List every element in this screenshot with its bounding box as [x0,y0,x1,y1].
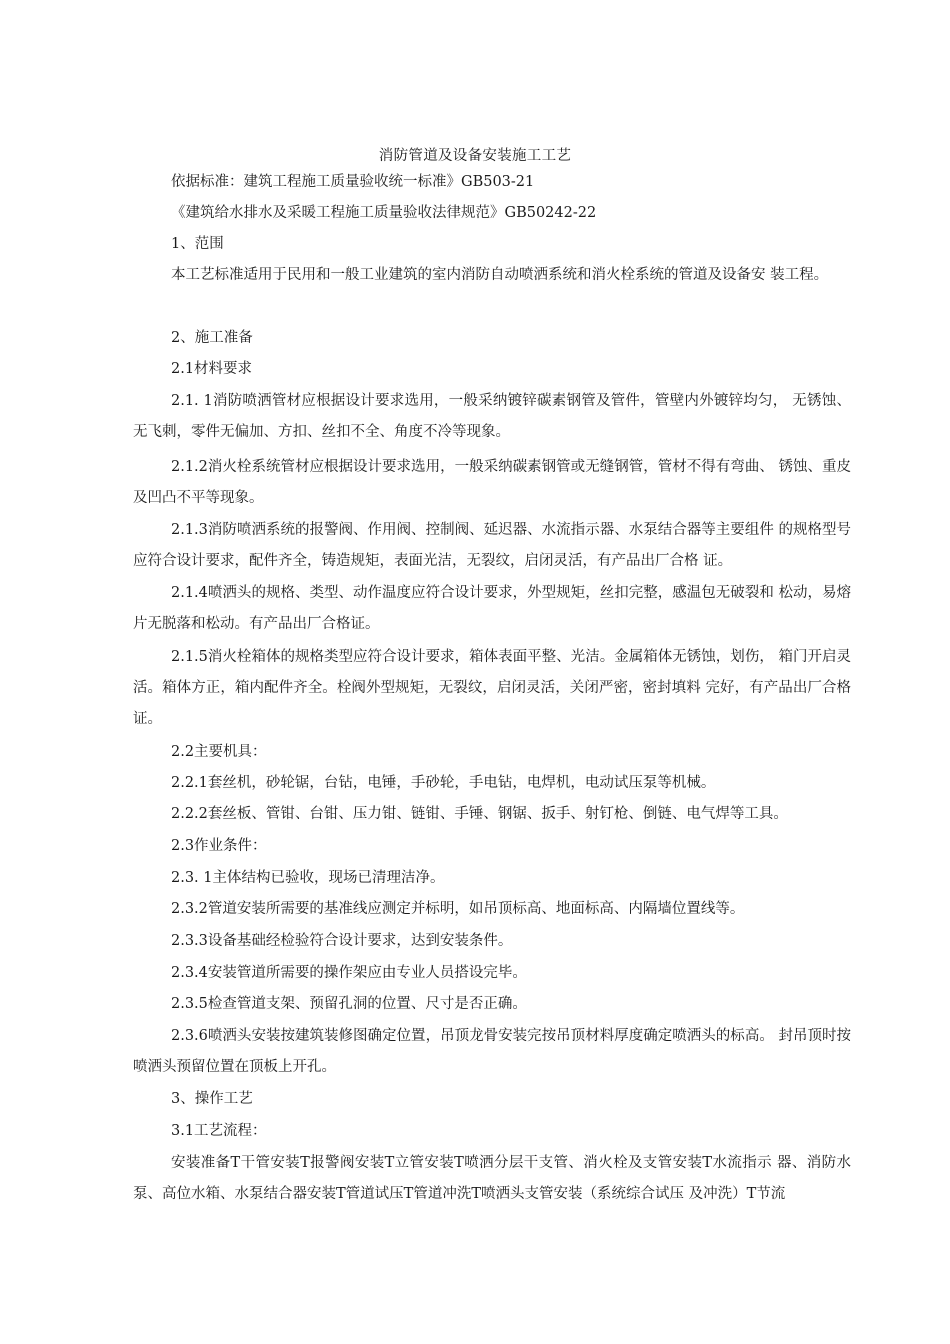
basis-standard-1: 依据标准：建筑工程施工质量验收统一标准》GB503-21 [171,174,535,190]
paragraph-2-1-1: 2.1. 1消防喷洒管材应根据设计要求选用，一般采纳镀锌碳素钢管及管件，管壁内外镀锌均匀， 无锈蚀、无飞刺，零件无偏加、方扣、丝扣不全、角度不冷等现象。 [133,393,851,440]
paragraph-2-3-3: 2.3.3设备基础经检验符合设计要求，达到安装条件。 [171,933,513,949]
paragraph-2-3-5: 2.3.5检查管道支架、预留孔洞的位置、尺寸是否正确。 [171,996,527,1012]
paragraph-2-1-5: 2.1.5消火栓箱体的规格类型应符合设计要求，箱体表面平整、光洁。金属箱体无锈蚀，划伤， 箱门开启灵活。箱体方正，箱内配件齐全。栓阀外型规矩，无裂纹，启闭灵活，关闭严密，密封填料 完好，有产品出厂合格证。 [133,649,851,727]
paragraph-2-1-2: 2.1.2消火栓系统管材应根据设计要求选用，一般采纳碳素钢管或无缝钢管，管材不得有弯曲、 锈蚀、重皮及凹凸不平等现象。 [133,459,851,506]
section-2-3-heading: 2.3作业条件： [171,838,267,854]
paragraph-2-3-2: 2.3.2管道安装所需要的基准线应测定并标明，如吊顶标高、地面标高、内隔墙位置线等。 [171,901,745,917]
paragraph-3-1-flow: 安装准备T干管安装T报警阀安装T立管安装T喷洒分层干支管、消火栓及支管安装T水流指示 器、消防水泵、高位水箱、水泵结合器安装T管道试压T管道冲洗T喷洒头支管安装（系统综合试压 及冲洗）T节流 [133,1155,851,1202]
section-2-heading: 2、施工准备 [171,330,253,346]
paragraph-2-1-3: 2.1.3消防喷洒系统的报警阀、作用阀、控制阀、延迟器、水流指示器、水泵结合器等主要组件 的规格型号应符合设计要求，配件齐全，铸造规矩，表面光洁，无裂纹，启闭灵活，有产品出厂合格 证。 [133,522,851,569]
basis-standard-2: 《建筑给水排水及采暖工程施工质量验收法律规范》GB50242-22 [171,205,597,221]
section-1-heading: 1、范围 [171,236,224,252]
paragraph-2-3-6: 2.3.6喷洒头安装按建筑装修图确定位置，吊顶龙骨安装完按吊顶材料厚度确定喷洒头的标高。 封吊顶时按喷洒头预留位置在顶板上开孔。 [133,1028,851,1075]
paragraph-2-2-2: 2.2.2套丝板、管钳、台钳、压力钳、链钳、手锤、钢锯、扳手、射钉枪、倒链、电气焊等工具。 [171,806,788,822]
paragraph-2-3-1: 2.3. 1主体结构已验收，现场已清理洁净。 [171,870,445,886]
section-3-1-heading: 3.1工艺流程： [171,1123,267,1139]
section-2-1-heading: 2.1材料要求 [171,361,253,377]
paragraph-2-1-4: 2.1.4喷洒头的规格、类型、动作温度应符合设计要求，外型规矩，丝扣完整，感温包无破裂和 松动，易熔片无脱落和松动。有产品出厂合格证。 [133,585,851,632]
paragraph-2-3-4: 2.3.4安装管道所需要的操作架应由专业人员搭设完毕。 [171,965,527,981]
section-2-2-heading: 2.2主要机具： [171,744,267,760]
section-1-text: 本工艺标准适用于民用和一般工业建筑的室内消防自动喷洒系统和消火栓系统的管道及设备安 装工程。 [171,267,829,283]
section-3-heading: 3、操作工艺 [171,1091,253,1107]
document-title: 消防管道及设备安装施工工艺 [378,148,572,164]
paragraph-2-2-1: 2.2.1套丝机，砂轮锯，台钻，电锤，手砂轮，手电钻，电焊机，电动试压泵等机械。 [171,775,716,791]
